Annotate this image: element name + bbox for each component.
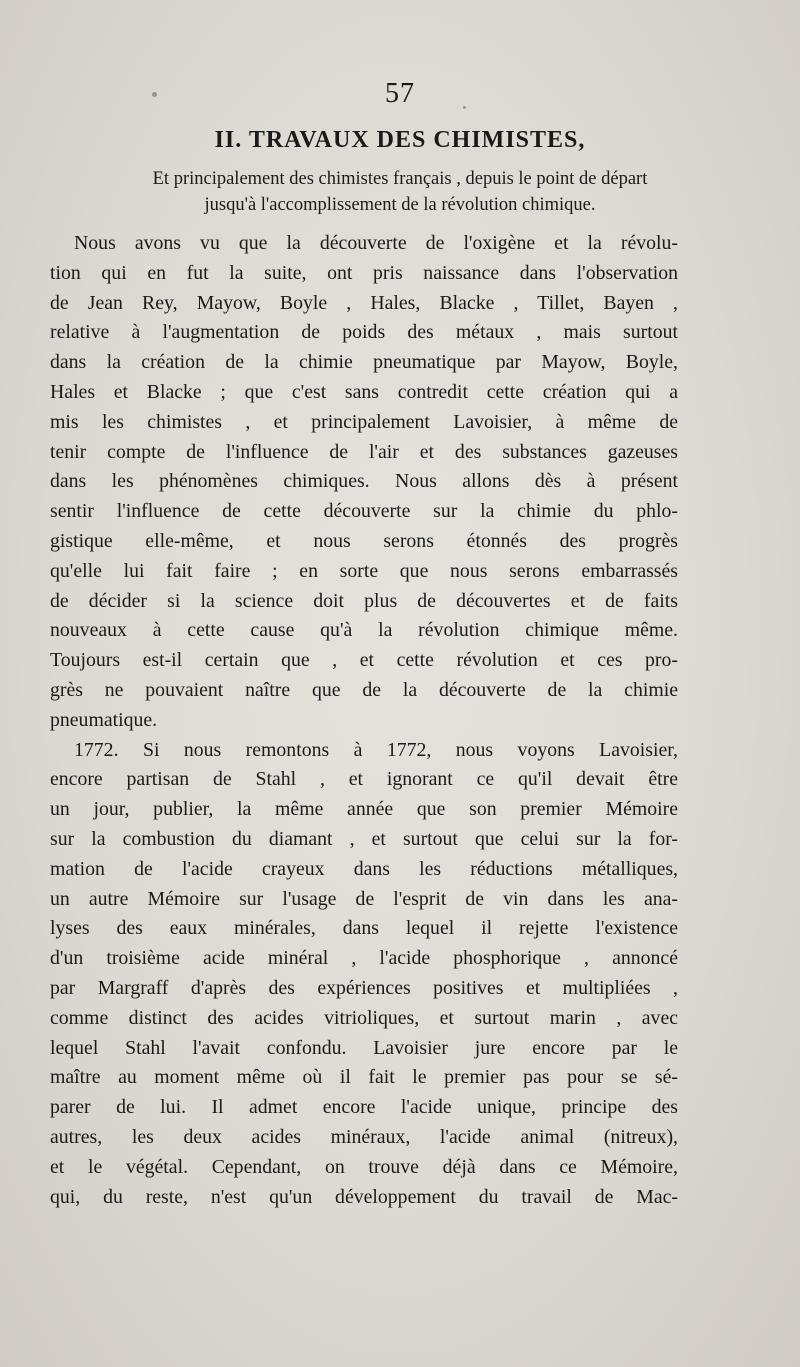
text-line: mation de l'acide crayeux dans les réductions métalliques, — [50, 857, 678, 880]
text-line: comme distinct des acides vitrioliques, et surtout marin , avec — [50, 1006, 678, 1029]
text-line: lyses des eaux minérales, dans lequel il rejette l'existence — [50, 917, 678, 940]
section-subtitle — [40, 166, 760, 218]
text-line: un jour, publier, la même année que son premier Mémoire — [50, 798, 678, 821]
text-line: Toujours est-il certain que , et cette révolution et ces pro- — [50, 649, 678, 672]
text-line: gistique elle-même, et nous serons étonnés des progrès — [50, 529, 678, 552]
text-line: et le végétal. Cependant, on trouve déjà dans ce Mémoire, — [50, 1155, 678, 1178]
text-line: de Jean Rey, Mayow, Boyle , Hales, Blacke , Tillet, Bayen , — [50, 291, 678, 314]
text-line: autres, les deux acides minéraux, l'acide animal (nitreux), — [50, 1125, 678, 1148]
text-line: grès ne pouvaient naître que de la découverte de la chimie — [50, 678, 678, 701]
subtitle-line: jusqu'à l'accomplissement de la révolution chimique. — [204, 195, 596, 215]
text-line: qui, du reste, n'est qu'un développement du travail de Mac- — [50, 1185, 678, 1208]
text-line: maître au moment même où il fait le premier pas pour se sé- — [50, 1066, 678, 1089]
text-line: sur la combustion du diamant , et surtout que celui sur la for- — [50, 827, 678, 850]
text-line: sentir l'influence de cette découverte sur la chimie du phlo- — [50, 500, 678, 523]
text-line: de décider si la science doit plus de découvertes et de faits — [50, 589, 678, 612]
text-line: qu'elle lui fait faire ; en sorte que nous serons embarrassés — [50, 559, 678, 582]
subtitle-line: Et principalement des chimistes français , depuis le point de départ — [152, 169, 648, 189]
text-line: 1772. Si nous remontons à 1772, nous voyons Lavoisier, — [74, 738, 678, 761]
text-line: tenir compte de l'influence de l'air et des substances gazeuses — [50, 440, 678, 463]
section-title: II. TRAVAUX DES CHIMISTES, — [214, 127, 586, 153]
text-line: relative à l'augmentation de poids des métaux , mais surtout — [50, 321, 678, 344]
text-line: Hales et Blacke ; que c'est sans contredit cette création qui a — [50, 380, 678, 403]
text-line: par Margraff d'après des expériences positives et multipliées , — [50, 976, 678, 999]
text-line: dans la création de la chimie pneumatique par Mayow, Boyle, — [50, 351, 678, 374]
body-text — [50, 229, 678, 1212]
text-line: Nous avons vu que la découverte de l'oxigène et la révolu- — [74, 232, 678, 254]
text-line: d'un troisième acide minéral , l'acide phosphorique , annoncé — [50, 947, 678, 970]
page-number: 57 — [385, 78, 415, 109]
text-line: dans les phénomènes chimiques. Nous allons dès à présent — [50, 470, 678, 493]
text-line: un autre Mémoire sur l'usage de l'esprit de vin dans les ana- — [50, 887, 678, 910]
text-line: nouveaux à cette cause qu'à la révolution chimique même. — [50, 619, 678, 642]
text-line: encore partisan de Stahl , et ignorant ce qu'il devait être — [50, 768, 678, 791]
text-line: lequel Stahl l'avait confondu. Lavoisier jure encore par le — [50, 1036, 678, 1059]
text-line: parer de lui. Il admet encore l'acide unique, principe des — [50, 1096, 678, 1119]
text-line: tion qui en fut la suite, ont pris naissance dans l'observation — [50, 261, 678, 284]
text-line: mis les chimistes , et principalement Lavoisier, à même de — [50, 410, 678, 433]
text-line: pneumatique. — [50, 708, 158, 731]
